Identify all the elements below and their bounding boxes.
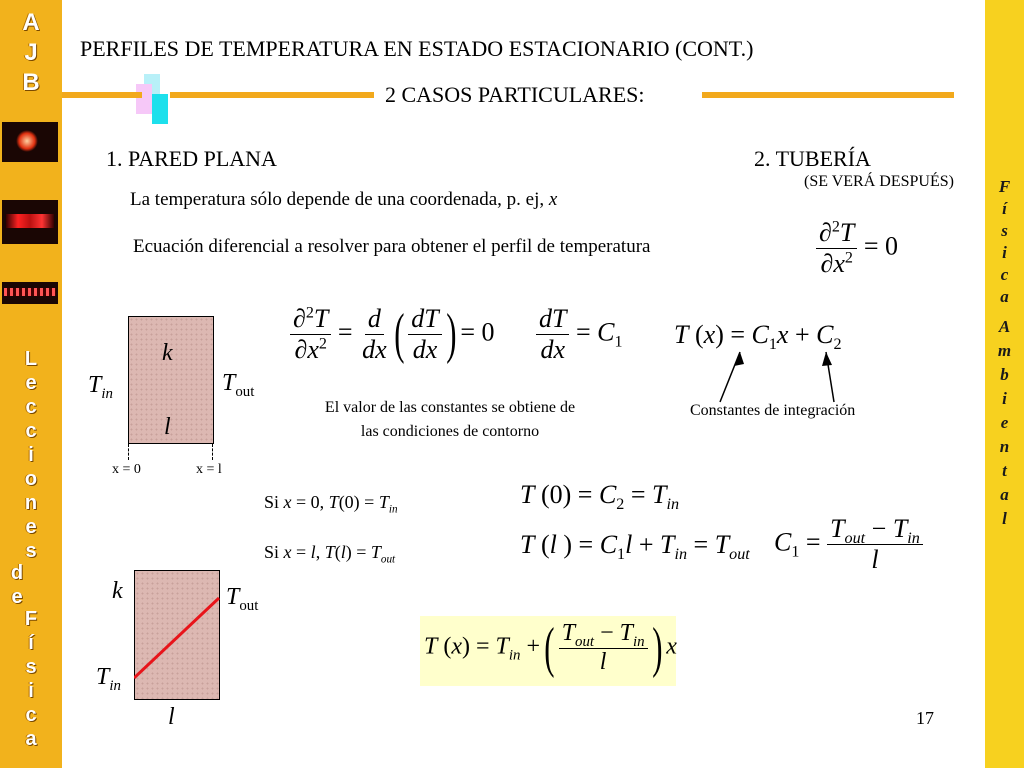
right-sidebar-letter: b	[1000, 365, 1009, 384]
right-sidebar-letter: i	[1002, 243, 1007, 262]
right-sidebar-letter: m	[997, 341, 1012, 360]
sidebar-letter: í	[28, 632, 34, 654]
bc1-prefix: Si	[264, 492, 284, 512]
integration-constants-label: Constantes de integración	[690, 402, 856, 419]
equation-first-integral: $\frac{dT}{dx}$ = $C_1$	[536, 304, 623, 365]
x-zero-label: x = 0	[112, 462, 141, 477]
wall-t-in-label	[88, 372, 113, 402]
slide-subtitle: 2 CASOS PARTICULARES:	[385, 82, 645, 107]
right-sidebar-letter: a	[1000, 485, 1009, 504]
constants-explanation-line1: El valor de las constantes se obtiene de	[324, 399, 576, 416]
coordinate-sentence-text: La temperatura sólo depende de una coordenada, p. ej,	[130, 189, 549, 210]
sidebar-letter: i	[28, 680, 34, 702]
thumbnail-image-1	[2, 122, 58, 162]
right-sidebar-letter: l	[1002, 509, 1007, 528]
constants-arrows	[680, 350, 880, 410]
section-heading-tuberia: 2. TUBERÍA	[754, 146, 871, 171]
right-sidebar-letter: A	[998, 317, 1011, 336]
temperature-profile-line	[134, 570, 220, 700]
coordinate-sentence	[130, 189, 557, 211]
constants-explanation-line2: las condiciones de contorno	[360, 423, 540, 440]
tuberia-note: (SE VERÁ DESPUÉS)	[804, 173, 954, 190]
boundary-condition-1: Si x = 0, $T(0) = T_{in}$	[264, 492, 398, 516]
right-sidebar-letter: F	[998, 177, 1011, 196]
sidebar-letter: F	[24, 608, 38, 630]
title-rule-middle	[170, 92, 374, 98]
sidebar-letter: L	[24, 348, 38, 370]
equation-c1-value: $C_1$ = $\frac{T_{out} - T_{in}}{l}$	[774, 514, 923, 575]
right-sidebar-letter: s	[1001, 221, 1008, 240]
equation-bc2-result: T (l ) = $C_1l + T_{in} = T_{out}$	[520, 530, 750, 564]
sidebar-letter: s	[25, 540, 37, 562]
decor-square-pink	[136, 84, 152, 114]
sidebar-letter: n	[24, 492, 38, 514]
sidebar-letter: a	[25, 728, 37, 750]
in-subscript: in	[109, 677, 121, 694]
wall-thickness-label: l	[164, 414, 171, 440]
wall-conductivity-label: k	[162, 340, 173, 366]
sidebar-letter: o	[24, 468, 38, 490]
thumbnail-image-2	[2, 200, 58, 244]
right-sidebar-letter: i	[1002, 389, 1007, 408]
right-sidebar-letter: n	[999, 437, 1010, 456]
logo-letter-b: B	[22, 69, 40, 96]
x-l-label: x = l	[196, 462, 222, 477]
wall2-t-out-label	[226, 584, 259, 614]
differential-equation-sentence: Ecuación diferencial a resolver para obtener el perfil de temperatura	[133, 236, 651, 257]
sidebar-letter: e	[11, 586, 23, 608]
t-symbol: T	[226, 584, 240, 610]
coordinate-variable: x	[548, 189, 558, 210]
right-sidebar-letter: a	[1000, 287, 1009, 306]
equation-bc1-result: T $(0) = C_2 = T_{in}$	[520, 480, 680, 514]
right-sidebar-letter: t	[1002, 461, 1007, 480]
equation-laplace: $\frac{\partial^2T}{\partial x^2}$ = 0	[816, 218, 898, 279]
plane-wall-diagram	[128, 316, 214, 444]
equation-heat-ode: $\frac{\partial^2T}{\partial x^2}$ = $\frac{d}{dx}$ ( $\frac{dT}{dx}$ ) = 0	[290, 304, 495, 365]
sidebar-letter: i	[28, 444, 34, 466]
t-symbol: T	[96, 664, 110, 690]
constants-explanation	[290, 396, 610, 444]
section-heading-pared-plana: 1. PARED PLANA	[106, 146, 277, 171]
sidebar-letter: e	[25, 372, 37, 394]
bc2-mid: =	[291, 542, 311, 562]
out-subscript: out	[239, 597, 259, 614]
sidebar-letter: c	[25, 396, 37, 418]
t-symbol: T	[222, 370, 236, 396]
title-rule-right	[702, 92, 954, 98]
bc1-eq: (0) =	[338, 492, 379, 512]
in-subscript: in	[101, 385, 113, 402]
logo-letter-j: J	[24, 39, 38, 66]
wall2-conductivity-label: k	[112, 578, 123, 604]
sidebar-letter: c	[25, 704, 37, 726]
bc1-mid: = 0,	[291, 492, 329, 512]
title-rule-left	[62, 92, 142, 98]
wall2-t-in-label	[96, 664, 121, 694]
equation-general-solution: T $(x) = C_1x + C_2$	[674, 320, 842, 354]
sidebar-letter: c	[25, 420, 37, 442]
t-symbol: T	[88, 372, 102, 398]
x0-tick	[128, 444, 130, 460]
sidebar-letter: e	[25, 516, 37, 538]
right-sidebar-letter: í	[1002, 199, 1007, 218]
sidebar-letter: d	[10, 562, 24, 584]
right-sidebar-letter: c	[1000, 265, 1009, 284]
linear-profile	[134, 598, 219, 678]
right-sidebar-letter: e	[1000, 413, 1009, 432]
bc2-eq: ) =	[345, 542, 371, 562]
out-subscript: out	[235, 383, 255, 400]
xl-tick	[212, 444, 214, 460]
thumbnail-image-3	[2, 282, 58, 304]
logo-letter-a: A	[22, 9, 40, 36]
equation-final-profile: T $(x) = T_{in}$ +( $\frac{T_{out} - T_{in}}{l}$ ) x	[424, 617, 677, 680]
decor-square-cyan	[152, 94, 168, 124]
wall2-thickness-label: l	[168, 704, 175, 730]
wall-t-out-label	[222, 370, 255, 400]
boundary-condition-2: Si x = l, $T(l) = T_{out}$	[264, 542, 396, 566]
page-number: 17	[916, 708, 934, 728]
sidebar-letter: s	[25, 656, 37, 678]
slide-title: PERFILES DE TEMPERATURA EN ESTADO ESTACIONARIO (CONT.)	[80, 36, 754, 61]
bc2-prefix: Si	[264, 542, 284, 562]
